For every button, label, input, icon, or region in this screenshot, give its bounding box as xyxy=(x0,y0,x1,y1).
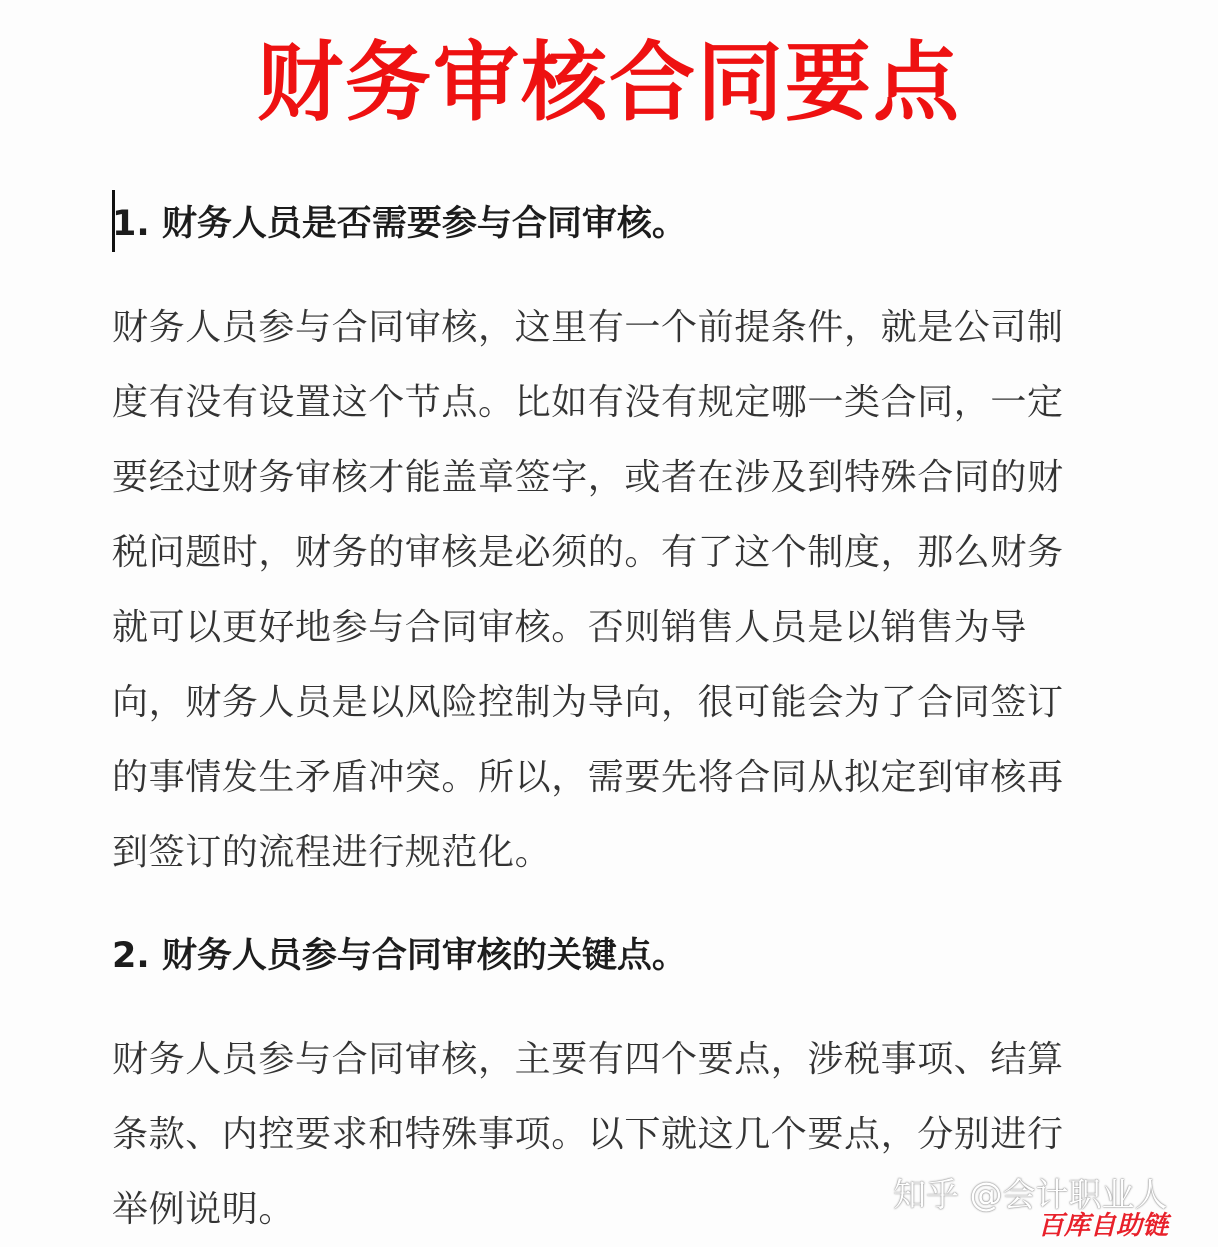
paragraph-line: 就可以更好地参与合同审核。否则销售人员是以销售为导 xyxy=(112,607,1028,648)
paragraph-line: 要经过财务审核才能盖章签字，或者在涉及到特殊合同的财 xyxy=(112,457,1064,498)
paragraph-line: 税问题时，财务的审核是必须的。有了这个制度，那么财务 xyxy=(112,532,1064,573)
page-title: 财务审核合同要点 xyxy=(257,33,961,133)
section-heading-1: 1. 财务人员是否需要参与合同审核。 xyxy=(112,204,687,244)
section-heading-2: 2. 财务人员参与合同审核的关键点。 xyxy=(112,936,687,976)
paragraph-line: 条款、内控要求和特殊事项。以下就这几个要点，分别进行 xyxy=(112,1114,1064,1155)
paragraph-line: 向，财务人员是以风险控制为导向，很可能会为了合同签订 xyxy=(112,682,1064,723)
paragraph-line: 财务人员参与合同审核，主要有四个要点，涉税事项、结算 xyxy=(112,1039,1064,1080)
zhihu-watermark: 知乎 @会计职业人 xyxy=(893,1175,1168,1214)
site-stamp-logo: 百库自助链 xyxy=(1038,1211,1169,1241)
paragraph-line: 举例说明。 xyxy=(112,1189,296,1230)
paragraph-line: 到签订的流程进行规范化。 xyxy=(112,832,552,873)
paragraph-line: 的事情发生矛盾冲突。所以，需要先将合同从拟定到审核再 xyxy=(112,757,1064,798)
section-paragraph-1 xyxy=(112,290,1112,890)
paragraph-line: 度有没有设置这个节点。比如有没有规定哪一类合同，一定 xyxy=(112,382,1064,423)
paragraph-line: 财务人员参与合同审核，这里有一个前提条件，就是公司制 xyxy=(112,307,1064,348)
